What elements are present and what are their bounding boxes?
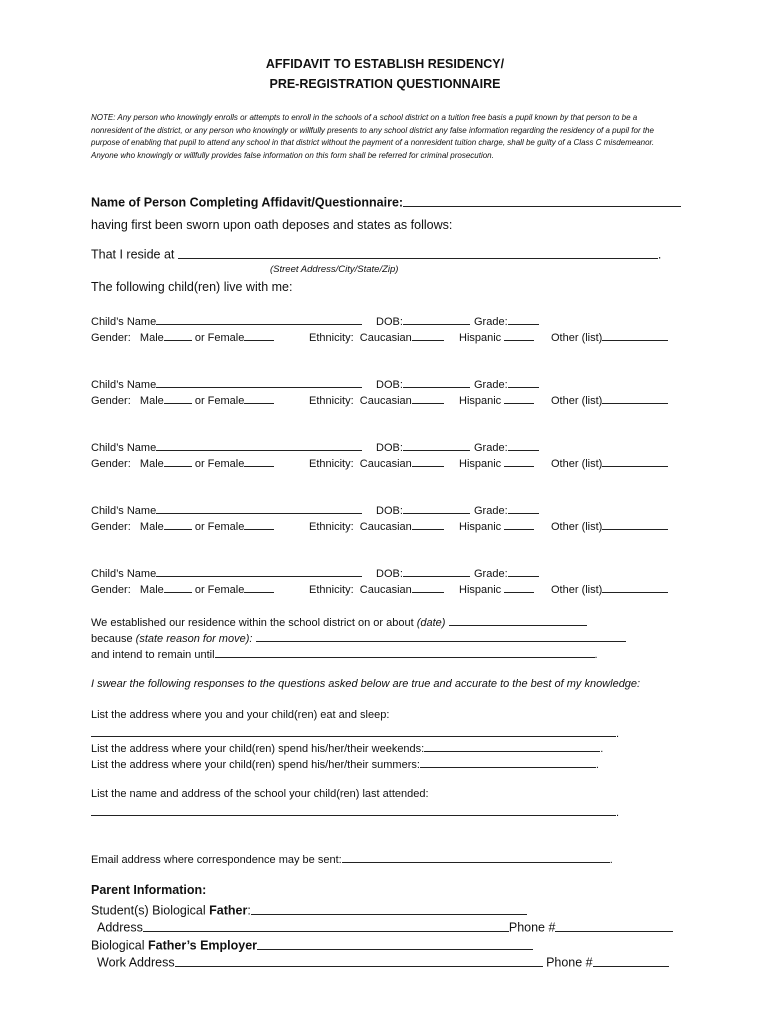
grade-label: Grade: (474, 442, 508, 454)
reside-label: That I reside at (91, 247, 175, 262)
gender-label: Gender: (91, 458, 131, 470)
work-address-row (97, 953, 669, 970)
caucasian-label: Caucasian (359, 584, 412, 596)
child-2-grade-row (474, 376, 539, 391)
because-row (91, 630, 626, 645)
grade-field[interactable] (508, 313, 539, 325)
other-field[interactable] (602, 392, 668, 404)
caucasian-field[interactable] (412, 518, 444, 530)
q-summers-label: List the address where your child(ren) spend his/her/their summers: (91, 759, 420, 771)
other-field[interactable] (602, 455, 668, 467)
other-field[interactable] (602, 518, 668, 530)
reside-hint: (Street Address/City/State/Zip) (270, 264, 399, 275)
hispanic-label: Hispanic (459, 332, 502, 344)
child-5-ethnicity-row (309, 581, 444, 596)
eat-sleep-address-field[interactable] (91, 725, 616, 737)
child-4-name-row (91, 502, 362, 517)
child-5-grade-row (474, 565, 539, 580)
child-2-hispanic-row (459, 392, 534, 407)
female-label: or Female (194, 395, 245, 407)
child-5-dob-row (376, 565, 470, 580)
summers-address-field[interactable] (420, 756, 596, 768)
reside-row: That I reside at . (91, 245, 661, 262)
child-2-dob-row (376, 376, 470, 391)
child-1-dob-row (376, 313, 470, 328)
child-4-other-row (551, 518, 668, 533)
child-4-grade-row (474, 502, 539, 517)
male-field[interactable] (164, 518, 192, 530)
gender-label: Gender: (91, 584, 131, 596)
q-email-row: Email address where correspondence may be sent: . (91, 851, 613, 866)
father-label: Father (209, 903, 248, 918)
other-label: Other (list) (551, 584, 603, 596)
caucasian-field[interactable] (412, 455, 444, 467)
child-5-hispanic-row (459, 581, 534, 596)
male-field[interactable] (164, 581, 192, 593)
dob-field[interactable] (403, 565, 470, 577)
child-4-hispanic-row (459, 518, 534, 533)
caucasian-field[interactable] (412, 392, 444, 404)
male-label: Male (139, 521, 164, 533)
because-label: because (91, 633, 133, 645)
child-3-gender-row (91, 455, 274, 470)
q-eat-sleep-label: List the address where you and your child(ren) eat and sleep: (91, 709, 390, 721)
other-label: Other (list) (551, 395, 603, 407)
child-name-label: Child’s Name (91, 568, 157, 580)
caucasian-label: Caucasian (359, 521, 412, 533)
grade-field[interactable] (508, 439, 539, 451)
child-1-ethnicity-row (309, 329, 444, 344)
hispanic-label: Hispanic (459, 521, 502, 533)
child-2-other-row (551, 392, 668, 407)
parent-heading: Parent Information: (91, 883, 207, 897)
sworn-text: having first been sworn upon oath deposes and states as follows: (91, 218, 453, 232)
dob-label: DOB: (376, 379, 403, 391)
dob-label: DOB: (376, 505, 403, 517)
other-field[interactable] (602, 581, 668, 593)
father-name-field[interactable] (251, 901, 527, 915)
intend-until-field[interactable] (215, 646, 595, 658)
male-label: Male (139, 458, 164, 470)
hispanic-field[interactable] (504, 581, 534, 593)
q-school-label: List the name and address of the school your child(ren) last attended: (91, 788, 429, 800)
swear-statement: I swear the following responses to the questions asked below are true and accurate to the best of my knowledge: (91, 678, 641, 690)
female-field[interactable] (244, 329, 274, 341)
gender-label: Gender: (91, 332, 131, 344)
reason-field[interactable] (256, 630, 626, 642)
children-intro: The following child(ren) live with me: (91, 280, 293, 294)
employer-prefix: Biological (91, 938, 148, 953)
grade-label: Grade: (474, 316, 508, 328)
dob-label: DOB: (376, 568, 403, 580)
child-3-dob-row (376, 439, 470, 454)
other-label: Other (list) (551, 521, 603, 533)
ethnicity-label: Ethnicity: (309, 332, 354, 344)
child-2-gender-row (91, 392, 274, 407)
hispanic-label: Hispanic (459, 458, 502, 470)
dob-field[interactable] (403, 502, 470, 514)
dob-field[interactable] (403, 313, 470, 325)
child-4-ethnicity-row (309, 518, 444, 533)
caucasian-field[interactable] (412, 329, 444, 341)
child-3-ethnicity-row (309, 455, 444, 470)
male-label: Male (139, 584, 164, 596)
child-name-label: Child’s Name (91, 442, 157, 454)
male-label: Male (139, 332, 164, 344)
grade-label: Grade: (474, 505, 508, 517)
grade-field[interactable] (508, 376, 539, 388)
hispanic-label: Hispanic (459, 395, 502, 407)
legal-note: NOTE: Any person who knowingly enrolls or attempts to enroll in the schools of a school district on a tuition free basis a pupil known by that person to be a nonresident of the district, or any person who knowingly or willfully presents to any school district any false information regarding the residency of a pupil for the purpose of enabling that pupil to attend any school in that district without the payment of a nonresident tuition charge, shall be guilty of a Class C misdemeanor. Anyone who knowingly or willfully provides false information on this form shall be referred for criminal prosecution. (91, 113, 655, 160)
child-3-hispanic-row (459, 455, 534, 470)
q-summers-row: List the address where your child(ren) spend his/her/their summers: . (91, 756, 599, 771)
weekends-address-field[interactable] (424, 740, 600, 752)
caucasian-label: Caucasian (359, 395, 412, 407)
child-2-ethnicity-row (309, 392, 444, 407)
male-field[interactable] (164, 329, 192, 341)
male-field[interactable] (164, 455, 192, 467)
child-name-label: Child’s Name (91, 505, 157, 517)
child-4-dob-row (376, 502, 470, 517)
female-label: or Female (194, 458, 245, 470)
established-row (91, 614, 587, 629)
ethnicity-label: Ethnicity: (309, 521, 354, 533)
q-school-row: . (91, 804, 619, 819)
female-field[interactable] (244, 581, 274, 593)
form-title-line1: AFFIDAVIT TO ESTABLISH RESIDENCY/ (265, 57, 505, 71)
hispanic-field[interactable] (504, 392, 534, 404)
work-phone-field[interactable] (593, 953, 669, 967)
father-row: Student(s) Biological Father: (91, 901, 527, 918)
established-date-field[interactable] (449, 614, 587, 626)
child-1-other-row (551, 329, 668, 344)
grade-field[interactable] (508, 502, 539, 514)
father-phone-field[interactable] (555, 918, 673, 932)
last-school-field[interactable] (91, 804, 616, 816)
form-title-line2: PRE-REGISTRATION QUESTIONNAIRE (269, 77, 501, 91)
child-1-grade-row (474, 313, 539, 328)
child-name-field[interactable] (156, 502, 362, 514)
male-label: Male (139, 395, 164, 407)
child-3-grade-row (474, 439, 539, 454)
established-label: We established our residence within the school district on or about (91, 617, 414, 629)
child-1-name-row (91, 313, 362, 328)
child-1-hispanic-row (459, 329, 534, 344)
intend-row: and intend to remain until . (91, 646, 598, 661)
child-name-field[interactable] (156, 439, 362, 451)
child-name-field[interactable] (156, 313, 362, 325)
email-field[interactable] (342, 851, 610, 863)
reside-address-field[interactable] (178, 245, 658, 259)
child-name-field[interactable] (156, 376, 362, 388)
employer-label: Father’s Employer (147, 938, 258, 953)
dob-field[interactable] (403, 439, 470, 451)
date-label: (date) (416, 617, 446, 629)
female-field[interactable] (244, 455, 274, 467)
child-3-other-row (551, 455, 668, 470)
female-label: or Female (194, 584, 245, 596)
child-name-field[interactable] (156, 565, 362, 577)
intend-label: and intend to remain until (91, 649, 215, 661)
name-row (91, 193, 681, 210)
name-field[interactable] (403, 193, 681, 207)
grade-field[interactable] (508, 565, 539, 577)
child-1-gender-row (91, 329, 274, 344)
employer-row (91, 936, 533, 953)
child-name-label: Child’s Name (91, 316, 157, 328)
work-phone-label: Phone # (546, 955, 593, 970)
ethnicity-label: Ethnicity: (309, 584, 354, 596)
work-address-label: Work Address (97, 955, 175, 970)
reason-label: (state reason for move): (135, 633, 253, 645)
child-3-name-row (91, 439, 362, 454)
hispanic-label: Hispanic (459, 584, 502, 596)
male-field[interactable] (164, 392, 192, 404)
ethnicity-label: Ethnicity: (309, 395, 354, 407)
female-label: or Female (194, 332, 245, 344)
child-4-gender-row (91, 518, 274, 533)
ethnicity-label: Ethnicity: (309, 458, 354, 470)
grade-label: Grade: (474, 379, 508, 391)
hispanic-field[interactable] (504, 329, 534, 341)
q-weekends-row: List the address where your child(ren) spend his/her/their weekends: . (91, 740, 603, 755)
other-label: Other (list) (551, 458, 603, 470)
hispanic-field[interactable] (504, 455, 534, 467)
father-address-field[interactable] (143, 918, 509, 932)
child-5-name-row (91, 565, 362, 580)
other-label: Other (list) (551, 332, 603, 344)
other-field[interactable] (602, 329, 668, 341)
address-label: Address (97, 920, 143, 935)
female-label: or Female (194, 521, 245, 533)
dob-field[interactable] (403, 376, 470, 388)
female-field[interactable] (244, 518, 274, 530)
q-eat-sleep-row: . (91, 725, 619, 740)
dob-label: DOB: (376, 442, 403, 454)
q-weekends-label: List the address where your child(ren) spend his/her/their weekends: (91, 743, 425, 755)
dob-label: DOB: (376, 316, 403, 328)
female-field[interactable] (244, 392, 274, 404)
gender-label: Gender: (91, 395, 131, 407)
caucasian-label: Caucasian (359, 332, 412, 344)
child-2-name-row (91, 376, 362, 391)
q-email-label: Email address where correspondence may be sent: (91, 854, 342, 866)
child-5-gender-row (91, 581, 274, 596)
gender-label: Gender: (91, 521, 131, 533)
phone-label: Phone # (508, 920, 556, 935)
employer-field[interactable] (257, 936, 533, 950)
name-label: Name of Person Completing Affidavit/Questionnaire: (91, 195, 404, 210)
work-address-field[interactable] (175, 953, 543, 967)
father-address-row (97, 918, 673, 935)
father-prefix: Student(s) Biological (91, 903, 210, 918)
caucasian-field[interactable] (412, 581, 444, 593)
child-5-other-row (551, 581, 668, 596)
hispanic-field[interactable] (504, 518, 534, 530)
child-name-label: Child’s Name (91, 379, 157, 391)
grade-label: Grade: (474, 568, 508, 580)
caucasian-label: Caucasian (359, 458, 412, 470)
